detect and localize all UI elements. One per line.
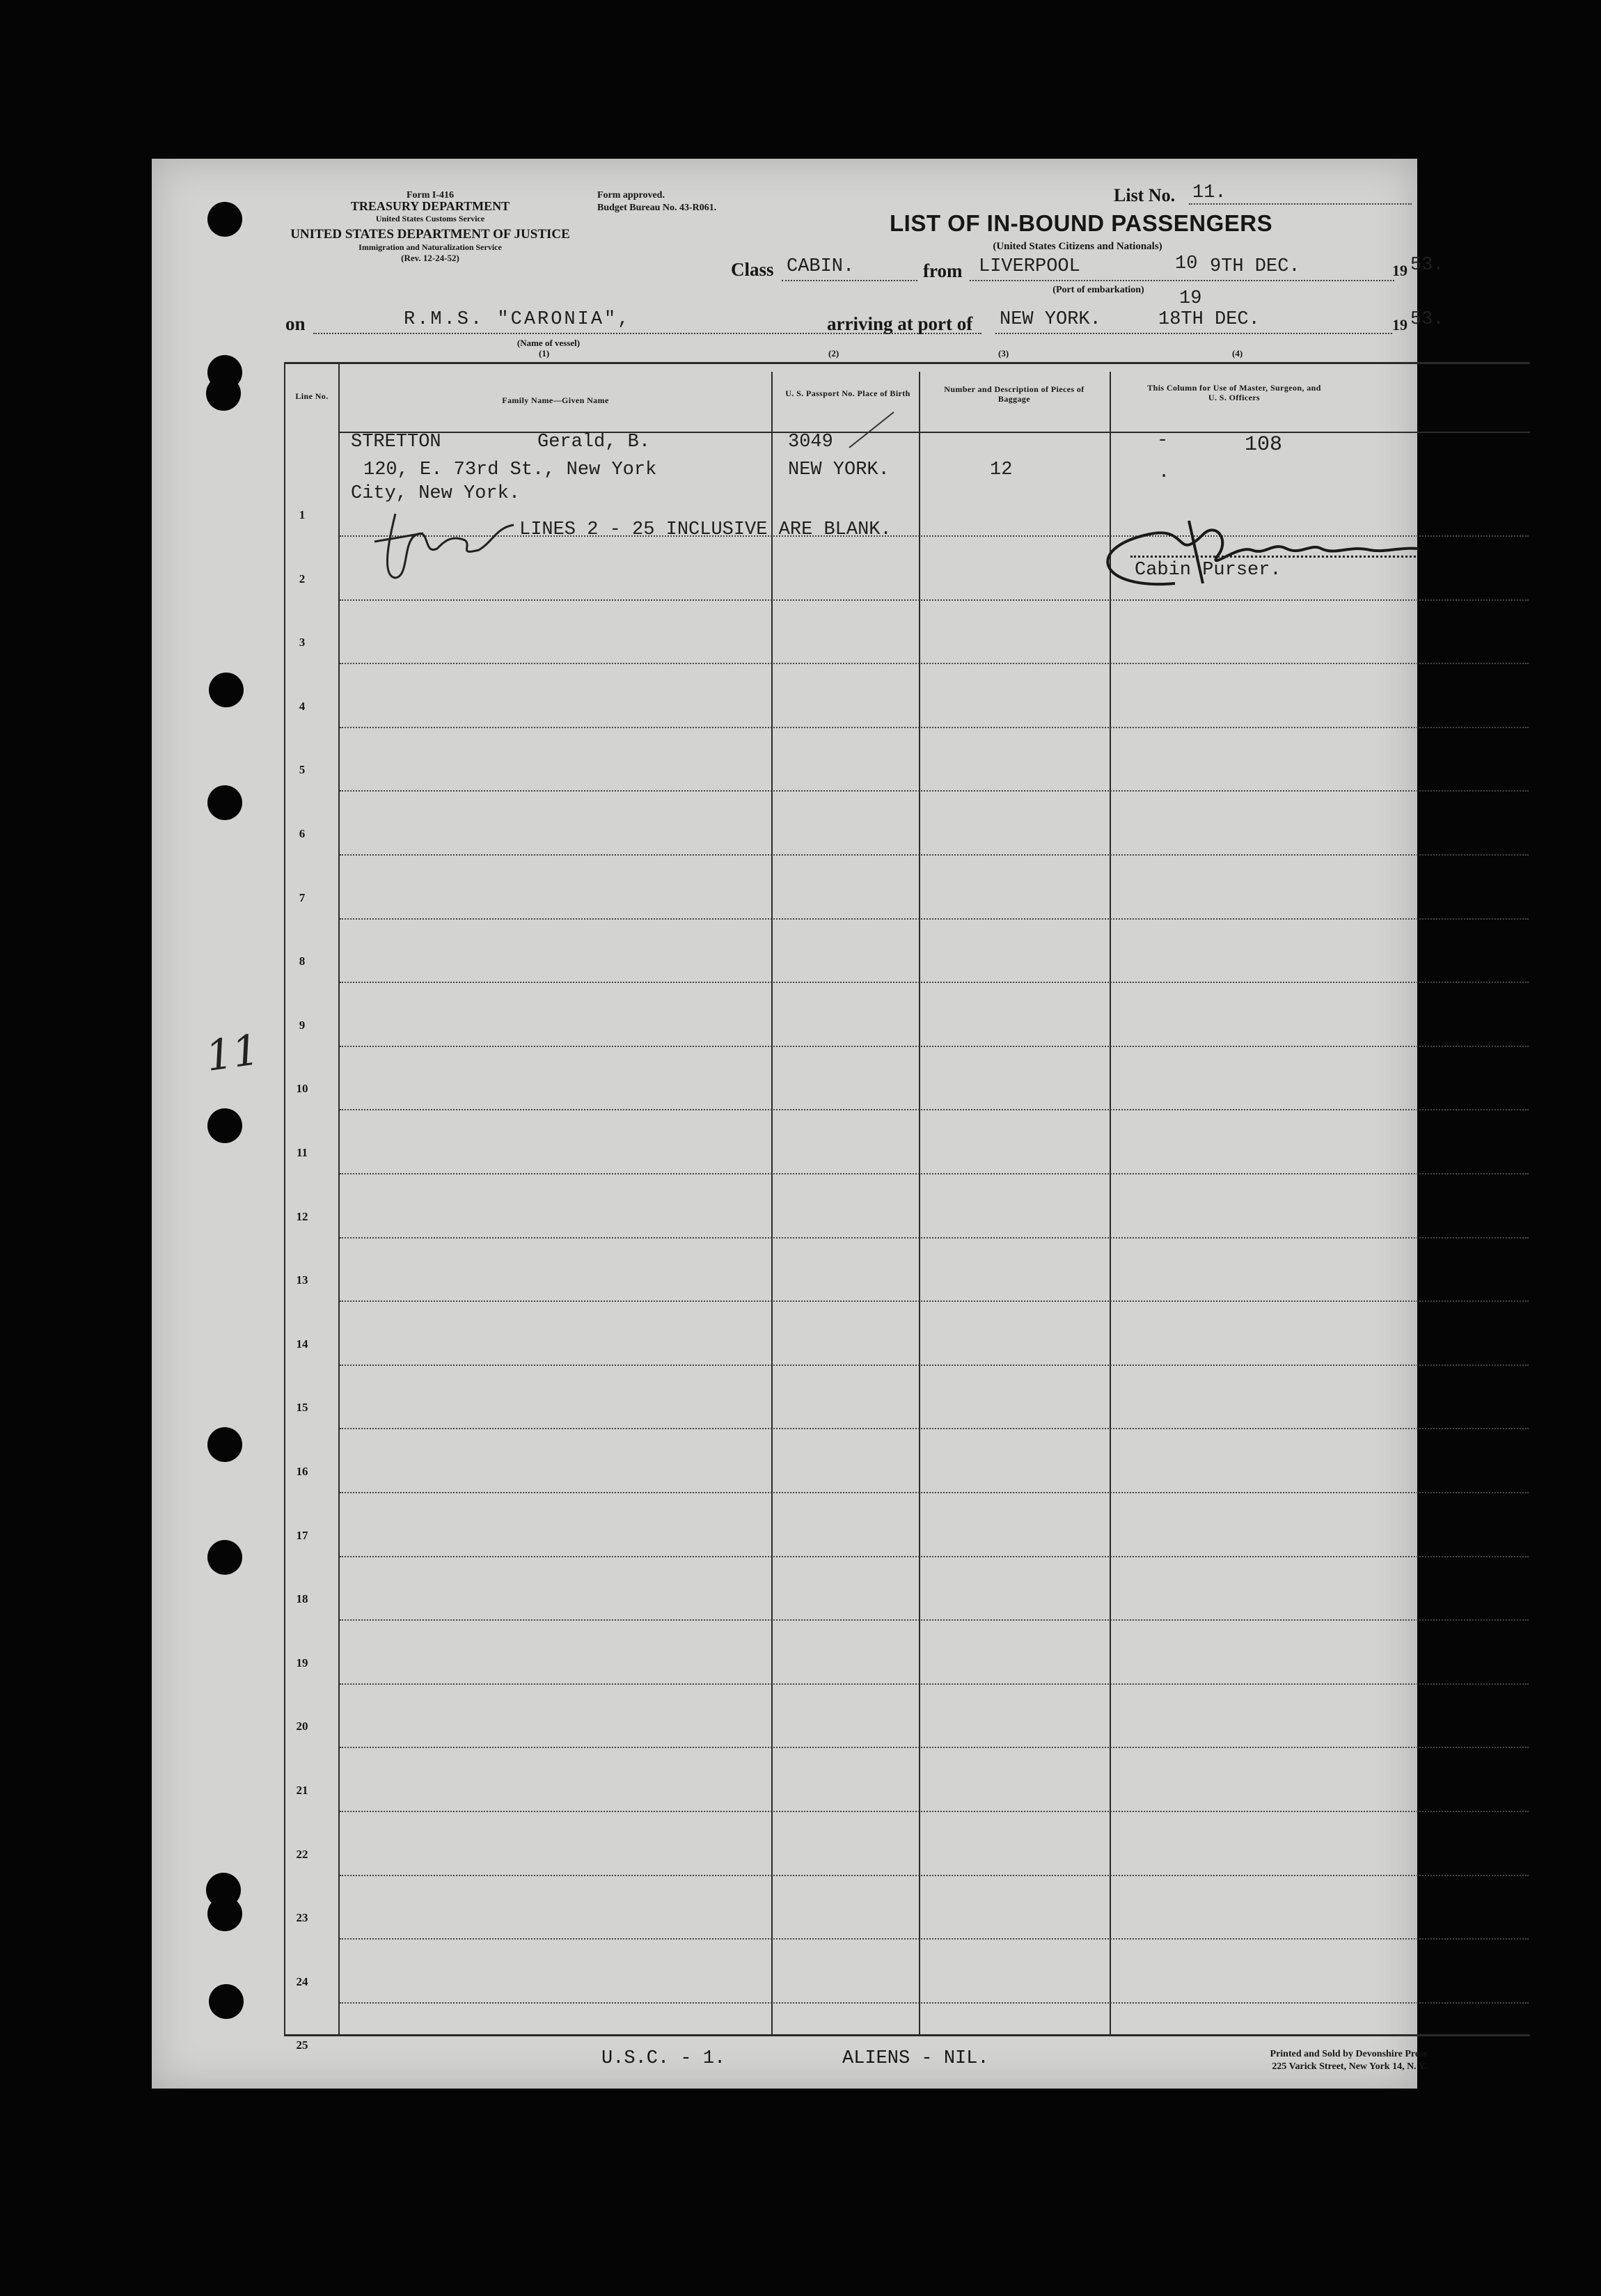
- budget-bureau: Budget Bureau No. 43-R061.: [597, 203, 717, 213]
- line-number: 25: [296, 2038, 308, 2052]
- punch-hole: [207, 785, 242, 820]
- year-prefix-1: 19: [1392, 262, 1407, 279]
- punch-hole: [209, 1984, 244, 2019]
- vessel-name: R.M.S. "CARONIA",: [404, 309, 631, 330]
- footer-aliens: ALIENS - NIL.: [842, 2048, 989, 2069]
- caption-4: (4): [1232, 348, 1243, 359]
- on-label: on: [285, 313, 306, 334]
- line-number: 1: [299, 508, 306, 521]
- class-value: CABIN.: [787, 256, 855, 277]
- arrival-day-correction: 19: [1179, 288, 1202, 309]
- line-number: 17: [296, 1528, 308, 1542]
- entry-baggage: 12: [990, 459, 1013, 480]
- caption-2: (2): [828, 348, 839, 359]
- from-label: from: [923, 260, 963, 281]
- year-suffix-1: 53.: [1410, 255, 1444, 276]
- handwritten-initials: [368, 500, 528, 590]
- row-rule: [340, 599, 1529, 601]
- line-number: 5: [299, 763, 306, 777]
- manifest-page: [152, 159, 1444, 2089]
- caption-1: (1): [539, 348, 550, 359]
- customs-service: United States Customs Service: [375, 214, 485, 223]
- header-passport: U. S. Passport No. Place of Birth: [785, 388, 910, 398]
- row-rule: [340, 1300, 1529, 1302]
- caption-3: (3): [998, 348, 1009, 359]
- table-top-rule: [284, 362, 1530, 364]
- row-rule: [340, 1428, 1529, 1429]
- line-number: 6: [299, 827, 306, 840]
- entry-passport-no: 3049: [788, 432, 833, 453]
- entry-officer-dash: -: [1157, 430, 1169, 451]
- from-date: 9TH DEC.: [1210, 256, 1300, 277]
- line-number: 23: [296, 1911, 308, 1925]
- row-rule: [340, 727, 1529, 728]
- baggage-divider: [1110, 372, 1111, 2036]
- purser-signature: [1071, 507, 1502, 597]
- port-embarkation-caption: (Port of embarkation): [1052, 285, 1144, 295]
- line-number: 10: [296, 1082, 308, 1096]
- row-rule: [340, 854, 1529, 856]
- row-rule: [340, 1365, 1529, 1366]
- line-number: 4: [299, 699, 306, 713]
- header-baggage: Number and Description of Pieces of Baggage: [944, 384, 1085, 404]
- row-rule: [340, 1046, 1529, 1047]
- department-of-justice: UNITED STATES DEPARTMENT OF JUSTICE: [290, 227, 570, 242]
- blank-lines-note: LINES 2 - 25 INCLUSIVE ARE BLANK.: [519, 519, 892, 540]
- class-label: Class: [731, 259, 774, 280]
- line-number: 7: [299, 890, 306, 904]
- from-day-correction: 10: [1175, 253, 1198, 274]
- row-rule: [340, 1747, 1529, 1748]
- line-number: 3: [299, 636, 306, 650]
- arrival-port: NEW YORK.: [1000, 309, 1101, 330]
- line-number: 22: [296, 1847, 308, 1861]
- entry-address-1: 120, E. 73rd St., New York: [363, 459, 657, 480]
- line-number: 9: [299, 1018, 306, 1032]
- line-number: 8: [299, 954, 306, 968]
- line-number: 15: [296, 1401, 308, 1415]
- punch-hole: [206, 376, 241, 411]
- arrival-date: 18TH DEC.: [1158, 309, 1260, 330]
- row-rule: [340, 1619, 1529, 1621]
- punch-hole: [207, 202, 242, 237]
- year-prefix-2: 19: [1392, 316, 1407, 333]
- from-line: [970, 280, 1394, 281]
- footer-printer-1: Printed and Sold by Devonshire Press: [1270, 2049, 1427, 2059]
- form-title: LIST OF IN-BOUND PASSENGERS: [890, 210, 1273, 236]
- line-no-divider: [338, 362, 340, 2036]
- line-number: 11: [296, 1146, 308, 1159]
- header-officers: This Column for Use of Master, Surgeon, and U. S. Officers: [1147, 383, 1321, 402]
- line-number: 19: [296, 1656, 308, 1669]
- header-name: Family Name—Given Name: [502, 395, 609, 405]
- row-rule: [340, 663, 1529, 664]
- year-suffix-2: 53.: [1410, 309, 1444, 330]
- table-header-rule: [340, 432, 1530, 433]
- table-bottom-rule: [284, 2034, 1530, 2036]
- form-subtitle: (United States Citizens and Nationals): [993, 241, 1162, 252]
- margin-mark: 11: [203, 1025, 262, 1081]
- row-rule: [340, 1875, 1529, 1876]
- signature-caption: Cabin Purser.: [1135, 560, 1281, 581]
- line-number: 2: [299, 572, 306, 585]
- row-rule: [340, 1109, 1529, 1110]
- table-left-rule: [284, 362, 285, 2036]
- entry-surname: STRETTON: [351, 432, 441, 453]
- form-number: Form I-416: [406, 190, 455, 200]
- row-rule: [340, 2002, 1529, 2004]
- line-number: 21: [296, 1784, 308, 1797]
- arriving-label: arriving at port of: [827, 313, 973, 334]
- row-rule: [340, 1683, 1529, 1685]
- class-line: [782, 280, 917, 281]
- punch-hole: [207, 1108, 242, 1143]
- row-rule: [340, 790, 1529, 792]
- row-rule: [340, 1811, 1529, 1812]
- entry-birthplace: NEW YORK.: [788, 459, 890, 480]
- passport-tick-mark: [848, 409, 897, 451]
- arrival-line: [995, 333, 1392, 334]
- ins-service: Immigration and Naturalization Service: [358, 242, 502, 252]
- name-divider: [771, 372, 773, 2036]
- line-number: 16: [296, 1465, 308, 1478]
- punch-hole: [207, 1540, 242, 1575]
- line-number: 24: [296, 1974, 308, 1988]
- list-no-line: [1189, 203, 1412, 205]
- line-number: 18: [296, 1592, 308, 1606]
- revision: (Rev. 12-24-52): [401, 253, 459, 263]
- row-rule: [340, 1237, 1529, 1239]
- row-rule: [340, 1938, 1529, 1940]
- entry-dot: .: [1158, 462, 1170, 483]
- entry-officer-number: 108: [1245, 433, 1283, 457]
- line-number: 13: [296, 1273, 308, 1287]
- passport-divider: [919, 372, 920, 2036]
- line-number: 12: [296, 1209, 308, 1223]
- signature-line: [1130, 556, 1416, 558]
- footer-printer-2: 225 Varick Street, New York 14, N. Y.: [1272, 2061, 1427, 2072]
- from-port: LIVERPOOL: [979, 256, 1080, 277]
- header-line-no: Line No.: [295, 391, 329, 401]
- list-no-label: List No.: [1114, 185, 1176, 205]
- row-rule: [340, 1173, 1529, 1174]
- punch-hole: [207, 1427, 242, 1462]
- row-rule: [340, 1492, 1529, 1493]
- punch-hole: [207, 1896, 242, 1931]
- entry-given-name: Gerald, B.: [537, 432, 651, 453]
- row-rule: [340, 982, 1529, 983]
- entry-address-2: City, New York.: [351, 483, 521, 504]
- treasury-department: TREASURY DEPARTMENT: [350, 199, 510, 213]
- row-rule: [340, 918, 1529, 920]
- row-rule: [340, 1556, 1529, 1557]
- line-number: 20: [296, 1720, 308, 1733]
- footer-usc: U.S.C. - 1.: [601, 2048, 726, 2069]
- vessel-caption: (Name of vessel): [516, 338, 581, 348]
- form-approved: Form approved.: [597, 190, 665, 200]
- list-no-value: 11.: [1192, 182, 1227, 203]
- punch-hole: [209, 673, 244, 707]
- line-number: 14: [296, 1337, 308, 1351]
